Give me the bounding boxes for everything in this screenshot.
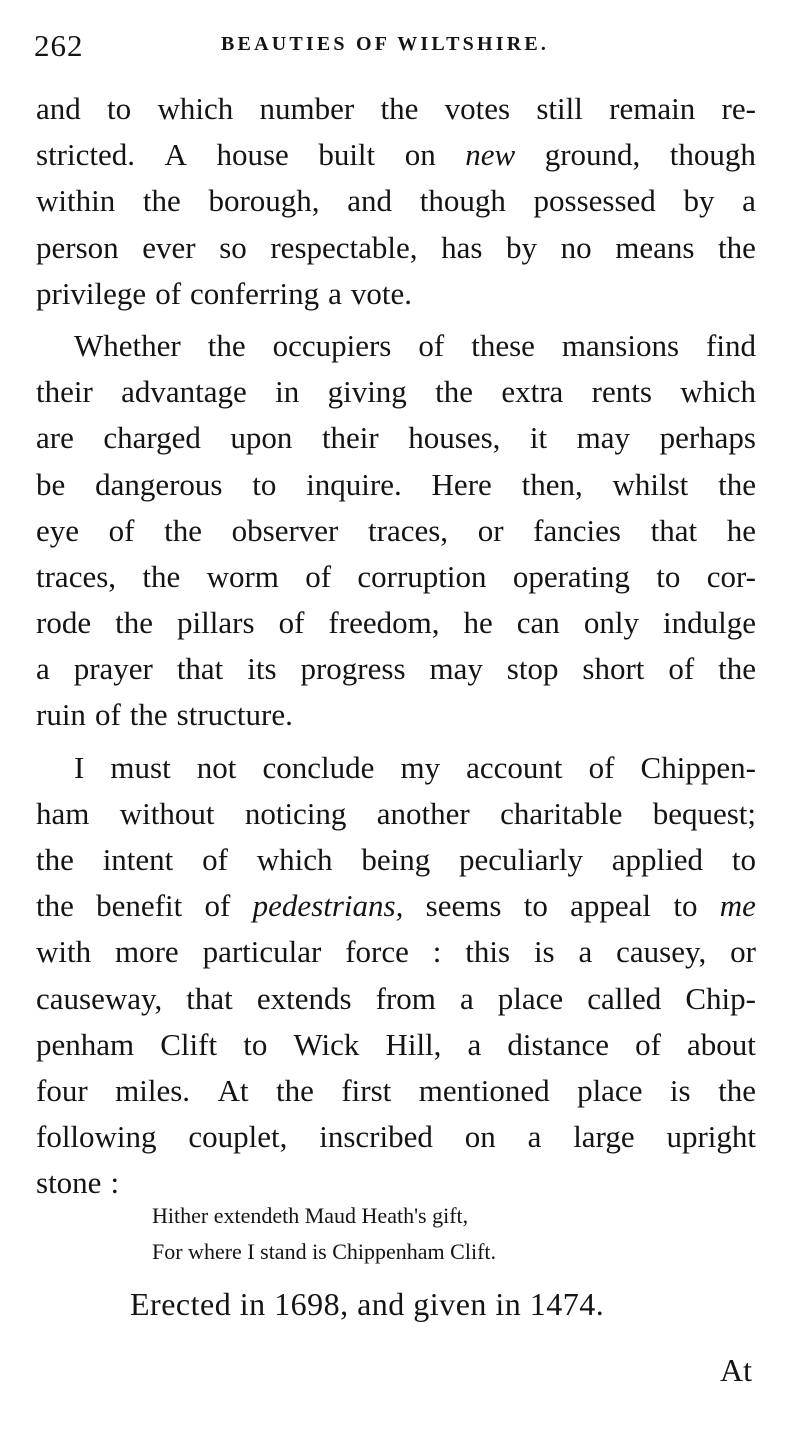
word: the — [718, 466, 756, 502]
word: charitable — [500, 795, 623, 831]
text-line — [36, 554, 756, 600]
word: a — [459, 980, 474, 1016]
word: corruption — [357, 558, 487, 594]
word: a — [36, 651, 50, 687]
word: number — [259, 91, 355, 126]
word: advantage — [121, 374, 247, 410]
word: he — [463, 605, 493, 641]
word: more — [115, 934, 179, 970]
word: be — [36, 466, 66, 502]
word: charged — [103, 420, 201, 456]
word: of — [588, 749, 615, 785]
word: place — [577, 1072, 643, 1108]
word: I — [74, 749, 85, 785]
word: of — [305, 558, 332, 594]
word: a — [467, 1026, 482, 1062]
word: peculiarly — [459, 842, 583, 877]
word: stone — [36, 1165, 102, 1201]
word: stricted. — [36, 137, 135, 173]
word: short — [582, 651, 645, 687]
word: At — [217, 1072, 249, 1108]
word: vote. — [350, 275, 413, 311]
word: or — [477, 512, 504, 548]
word: with — [36, 934, 92, 970]
word: eye — [36, 512, 80, 548]
word: from — [375, 980, 436, 1016]
word: force — [345, 934, 409, 970]
word: only — [583, 605, 639, 641]
text-line — [36, 646, 756, 692]
word: their — [36, 374, 93, 410]
word: the — [164, 512, 203, 548]
text-line — [36, 837, 756, 883]
word: to — [731, 842, 756, 877]
word: account — [466, 749, 563, 785]
word: or — [730, 934, 756, 970]
word: so — [219, 229, 247, 265]
word: on — [464, 1119, 496, 1155]
catchword: At — [720, 1352, 752, 1388]
word: may — [429, 651, 483, 687]
word: of — [202, 842, 228, 877]
word: means — [615, 229, 695, 265]
word: causeway, — [36, 980, 163, 1016]
word: large — [573, 1119, 635, 1155]
word: remain — [609, 91, 696, 126]
inscription-line: For where I stand is Chippenham Clift. — [152, 1239, 497, 1264]
word: he — [726, 512, 756, 548]
word: that — [186, 980, 233, 1016]
text-line — [36, 132, 756, 178]
word: worm — [206, 558, 279, 594]
word: Wick — [293, 1026, 360, 1062]
word: though — [419, 183, 506, 219]
body-text — [36, 86, 756, 1207]
word: of — [668, 651, 695, 687]
inscription-line: Hither extendeth Maud Heath's gift, — [152, 1203, 469, 1228]
word: mansions — [561, 327, 680, 363]
text-line — [36, 600, 756, 646]
word: which — [680, 374, 756, 410]
word: conclude — [262, 749, 375, 785]
word: still — [536, 91, 583, 126]
text-line — [36, 225, 756, 271]
word: a — [742, 183, 756, 219]
word: possessed — [533, 183, 656, 219]
word: re- — [721, 91, 756, 126]
word: ever — [142, 229, 196, 265]
word: me — [719, 888, 756, 924]
running-head: BEAUTIES OF WILTSHIRE. — [221, 33, 550, 55]
inscription-couplet — [152, 1198, 672, 1270]
word: privilege — [36, 275, 147, 311]
word: within — [36, 183, 116, 219]
word: the — [115, 605, 153, 641]
word: about — [687, 1026, 756, 1062]
word: of — [635, 1026, 661, 1062]
word: operating — [512, 558, 630, 594]
word: giving — [327, 374, 407, 410]
word: intent — [102, 842, 174, 877]
word: miles. — [115, 1072, 191, 1108]
word: traces, — [368, 512, 449, 548]
word: is — [533, 934, 555, 970]
word: Here — [431, 466, 492, 502]
word: a — [328, 275, 342, 311]
word: my — [400, 749, 441, 785]
word: progress — [300, 651, 406, 687]
text-line — [36, 323, 756, 369]
word: being — [361, 842, 431, 877]
word: upright — [666, 1119, 756, 1155]
word: extra — [501, 374, 564, 410]
word: and — [347, 183, 393, 219]
text-line — [36, 1022, 756, 1068]
word: Clift — [160, 1026, 218, 1062]
word: four — [36, 1072, 88, 1108]
word: place — [497, 980, 564, 1016]
word: freedom, — [328, 605, 440, 641]
word: distance — [507, 1026, 609, 1062]
word: A — [164, 137, 187, 173]
word: ham — [36, 795, 90, 831]
word: noticing — [244, 795, 347, 831]
word: are — [36, 420, 74, 456]
word: causey, — [616, 934, 707, 970]
word: occupiers — [272, 327, 392, 363]
word: to — [107, 91, 132, 126]
text-line — [36, 369, 756, 415]
word: that — [176, 651, 224, 687]
word: can — [516, 605, 560, 641]
word: Hill, — [385, 1026, 442, 1062]
word: to — [523, 888, 548, 924]
word: the — [36, 842, 74, 877]
word: : — [432, 934, 442, 970]
word: observer — [231, 512, 339, 548]
word: by — [683, 183, 715, 219]
word: in — [275, 374, 300, 410]
word: person — [36, 229, 119, 265]
word: respectable, — [270, 229, 418, 265]
word: of — [204, 888, 231, 924]
text-line — [36, 745, 756, 791]
text-line — [36, 1114, 756, 1160]
text-line — [36, 883, 756, 929]
word: the — [207, 327, 246, 363]
word: traces, — [36, 558, 117, 594]
word: the — [129, 697, 168, 733]
page-header — [34, 28, 764, 68]
word: particular — [202, 934, 322, 970]
word: Chip- — [685, 980, 756, 1016]
word: penham — [36, 1026, 135, 1062]
word: mentioned — [418, 1072, 550, 1108]
word: seems — [425, 888, 502, 924]
word: though — [669, 137, 756, 173]
word: then, — [521, 466, 583, 502]
word: may — [576, 420, 631, 456]
word: fancies — [533, 512, 621, 548]
word: conferring — [190, 275, 320, 311]
word: benefit — [96, 888, 183, 924]
word: extends — [256, 980, 352, 1016]
text-line — [36, 178, 756, 224]
word: bequest; — [652, 795, 756, 831]
word: indulge — [663, 605, 756, 641]
word: this — [465, 934, 511, 970]
word: stop — [506, 651, 559, 687]
word: of — [108, 512, 135, 548]
word: of — [418, 327, 445, 363]
word: called — [587, 980, 662, 1016]
text-line — [36, 976, 756, 1022]
word: new — [465, 137, 516, 173]
word: of — [278, 605, 305, 641]
word: built — [318, 137, 376, 173]
word: to — [656, 558, 681, 594]
text-line — [36, 791, 756, 837]
word: the — [380, 91, 419, 126]
text-line — [36, 462, 756, 508]
word: house — [216, 137, 289, 173]
word: applied — [611, 842, 704, 877]
text-line — [36, 929, 756, 975]
word: pedestrians, — [252, 888, 404, 924]
word: these — [471, 327, 535, 363]
word: the — [435, 374, 474, 410]
word: has — [441, 229, 483, 265]
word: Chippen- — [640, 749, 756, 785]
text-line — [36, 508, 756, 554]
word: must — [110, 749, 171, 785]
word: a — [527, 1119, 542, 1155]
word: cor- — [706, 558, 756, 594]
word: a — [578, 934, 593, 970]
date-line: Erected in 1698, and given in 1474. — [130, 1286, 605, 1322]
word: by — [506, 229, 538, 265]
word: is — [669, 1072, 691, 1108]
word: whilst — [612, 466, 689, 502]
word: no — [560, 229, 592, 265]
text-line — [36, 86, 756, 132]
text-line — [36, 1068, 756, 1114]
word: on — [404, 137, 436, 173]
word: the — [275, 1072, 314, 1108]
word: votes — [444, 91, 511, 126]
word: find — [706, 327, 756, 363]
text-line — [36, 271, 756, 317]
word: borough, — [208, 183, 320, 219]
word: which — [256, 842, 333, 877]
word: another — [376, 795, 470, 831]
word: upon — [230, 420, 293, 456]
word: the — [718, 651, 756, 687]
word: rode — [36, 605, 92, 641]
word: first — [341, 1072, 392, 1108]
word: ground, — [544, 137, 641, 173]
word: houses, — [408, 420, 501, 456]
page-number: 262 — [34, 28, 84, 63]
word: their — [321, 420, 379, 456]
word: the — [718, 1072, 756, 1108]
word: inscribed — [319, 1119, 433, 1155]
word: the — [718, 229, 756, 265]
word: not — [196, 749, 237, 785]
word: to — [252, 466, 277, 502]
word: rents — [591, 374, 652, 410]
word: appeal — [570, 888, 652, 924]
word: of — [155, 275, 182, 311]
word: the — [36, 888, 74, 924]
word: that — [650, 512, 698, 548]
word: it — [529, 420, 548, 456]
word: : — [110, 1165, 120, 1201]
text-line — [36, 692, 756, 738]
word: prayer — [73, 651, 153, 687]
word: the — [142, 558, 181, 594]
word: the — [142, 183, 181, 219]
word: to — [243, 1026, 268, 1062]
word: pillars — [177, 605, 255, 641]
word: ruin — [36, 697, 86, 733]
word: and — [36, 91, 81, 126]
word: structure. — [176, 697, 293, 733]
word: its — [247, 651, 277, 687]
word: inquire. — [306, 466, 402, 502]
word: to — [673, 888, 698, 924]
word: which — [157, 91, 234, 126]
word: following — [36, 1119, 157, 1155]
word: without — [119, 795, 215, 831]
word: of — [94, 697, 121, 733]
word: dangerous — [95, 466, 223, 502]
word: perhaps — [659, 420, 756, 456]
word: Whether — [74, 327, 181, 363]
text-line — [36, 415, 756, 461]
word: couplet, — [188, 1119, 288, 1155]
